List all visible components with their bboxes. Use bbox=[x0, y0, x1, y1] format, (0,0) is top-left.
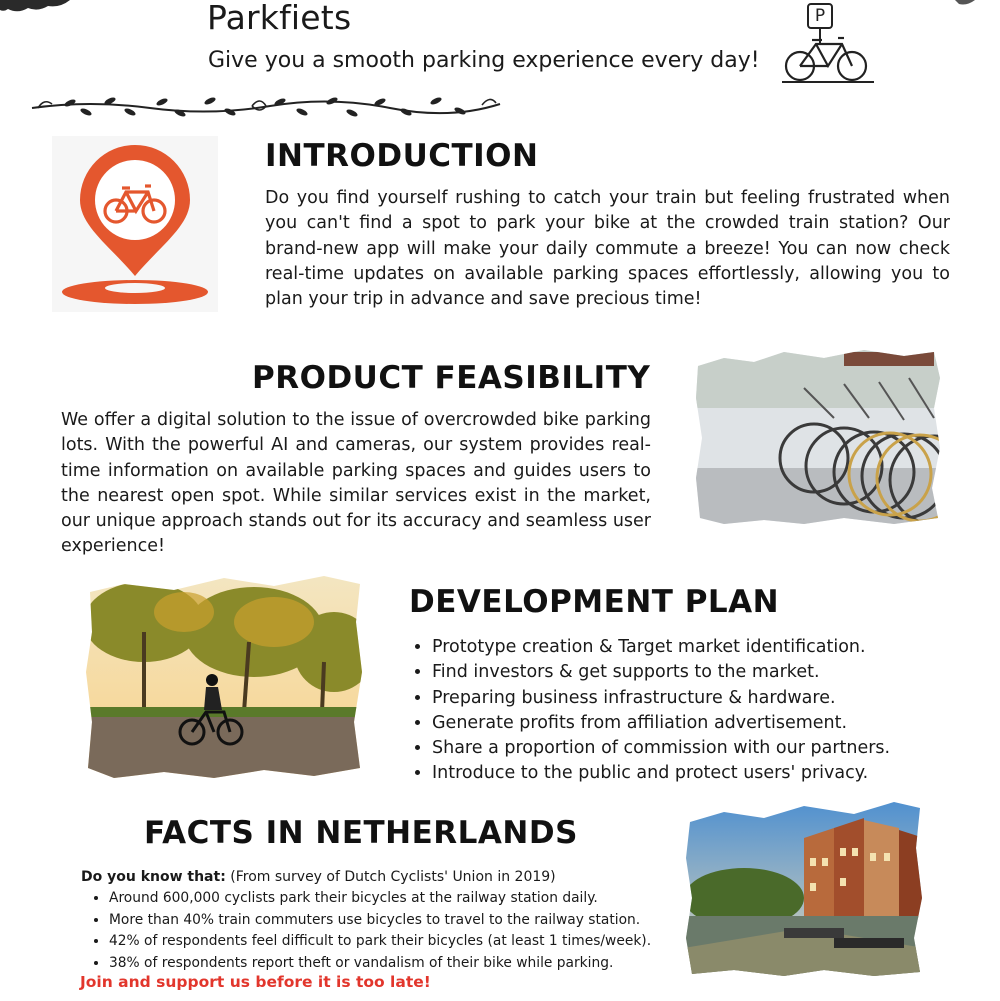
list-item: • Around 600,000 cyclists park their bicycles at the railway station daily. bbox=[109, 888, 709, 910]
feasibility-heading: PRODUCT FEASIBILITY bbox=[252, 360, 651, 396]
list-item: • Share a proportion of commission with our partners. bbox=[432, 736, 992, 761]
vine-divider bbox=[30, 90, 502, 122]
development-heading: DEVELOPMENT PLAN bbox=[409, 584, 780, 620]
development-list bbox=[410, 635, 992, 787]
list-item: • Generate profits from affiliation advertisement. bbox=[432, 711, 992, 736]
list-item: • Prototype creation & Target market identification. bbox=[432, 635, 992, 660]
list-item: • More than 40% train commuters use bicycles to travel to the railway station. bbox=[109, 910, 709, 932]
bicycle-parking-sign-icon bbox=[776, 0, 876, 86]
amsterdam-canal-photo bbox=[684, 798, 924, 978]
cyclist-road-photo bbox=[84, 572, 366, 782]
brand-title: Parkfiets bbox=[207, 0, 352, 37]
parked-bicycles-photo bbox=[694, 348, 942, 526]
corner-decoration bbox=[0, 0, 80, 16]
call-to-action: Join and support us before it is too late! bbox=[80, 973, 431, 991]
map-pin-bicycle-icon bbox=[52, 136, 218, 312]
facts-list bbox=[81, 888, 709, 974]
introduction-body: Do you find yourself rushing to catch your train but feeling frustrated when you can't find a spot to park your bike at the crowded train station? Our brand-new app will make your daily commute a breeze! You can now check real-time updates on available parking spaces effortlessly, allowing you to plan your trip in advance and save precious time! bbox=[265, 188, 950, 310]
list-item: • 42% of respondents feel difficult to park their bicycles (at least 1 times/week). bbox=[109, 931, 709, 953]
list-item: • Preparing business infrastructure & hardware. bbox=[432, 686, 992, 711]
list-item: • Introduce to the public and protect users' privacy. bbox=[432, 761, 992, 786]
tagline: Give you a smooth parking experience every day! bbox=[208, 48, 760, 73]
facts-heading: FACTS IN NETHERLANDS bbox=[144, 815, 578, 851]
list-item: • 38% of respondents report theft or vandalism of their bike while parking. bbox=[109, 953, 709, 975]
parking-sign-letter: P bbox=[814, 6, 826, 26]
facts-intro bbox=[81, 867, 681, 887]
corner-decoration-right bbox=[955, 0, 975, 8]
feasibility-body: We offer a digital solution to the issue of overcrowded bike parking lots. With the powerful AI and cameras, our system provides real-time information on available parking spaces and guides users to the nearest open spot. While similar services exist in the market, our unique approach stands out for its accuracy and seamless user experience! bbox=[61, 410, 651, 557]
list-item: • Find investors & get supports to the market. bbox=[432, 660, 992, 685]
facts-intro-bold: Do you know that: bbox=[81, 869, 226, 885]
introduction-heading: INTRODUCTION bbox=[265, 138, 539, 174]
facts-intro-source: (From survey of Dutch Cyclists' Union in 2019) bbox=[225, 869, 556, 885]
